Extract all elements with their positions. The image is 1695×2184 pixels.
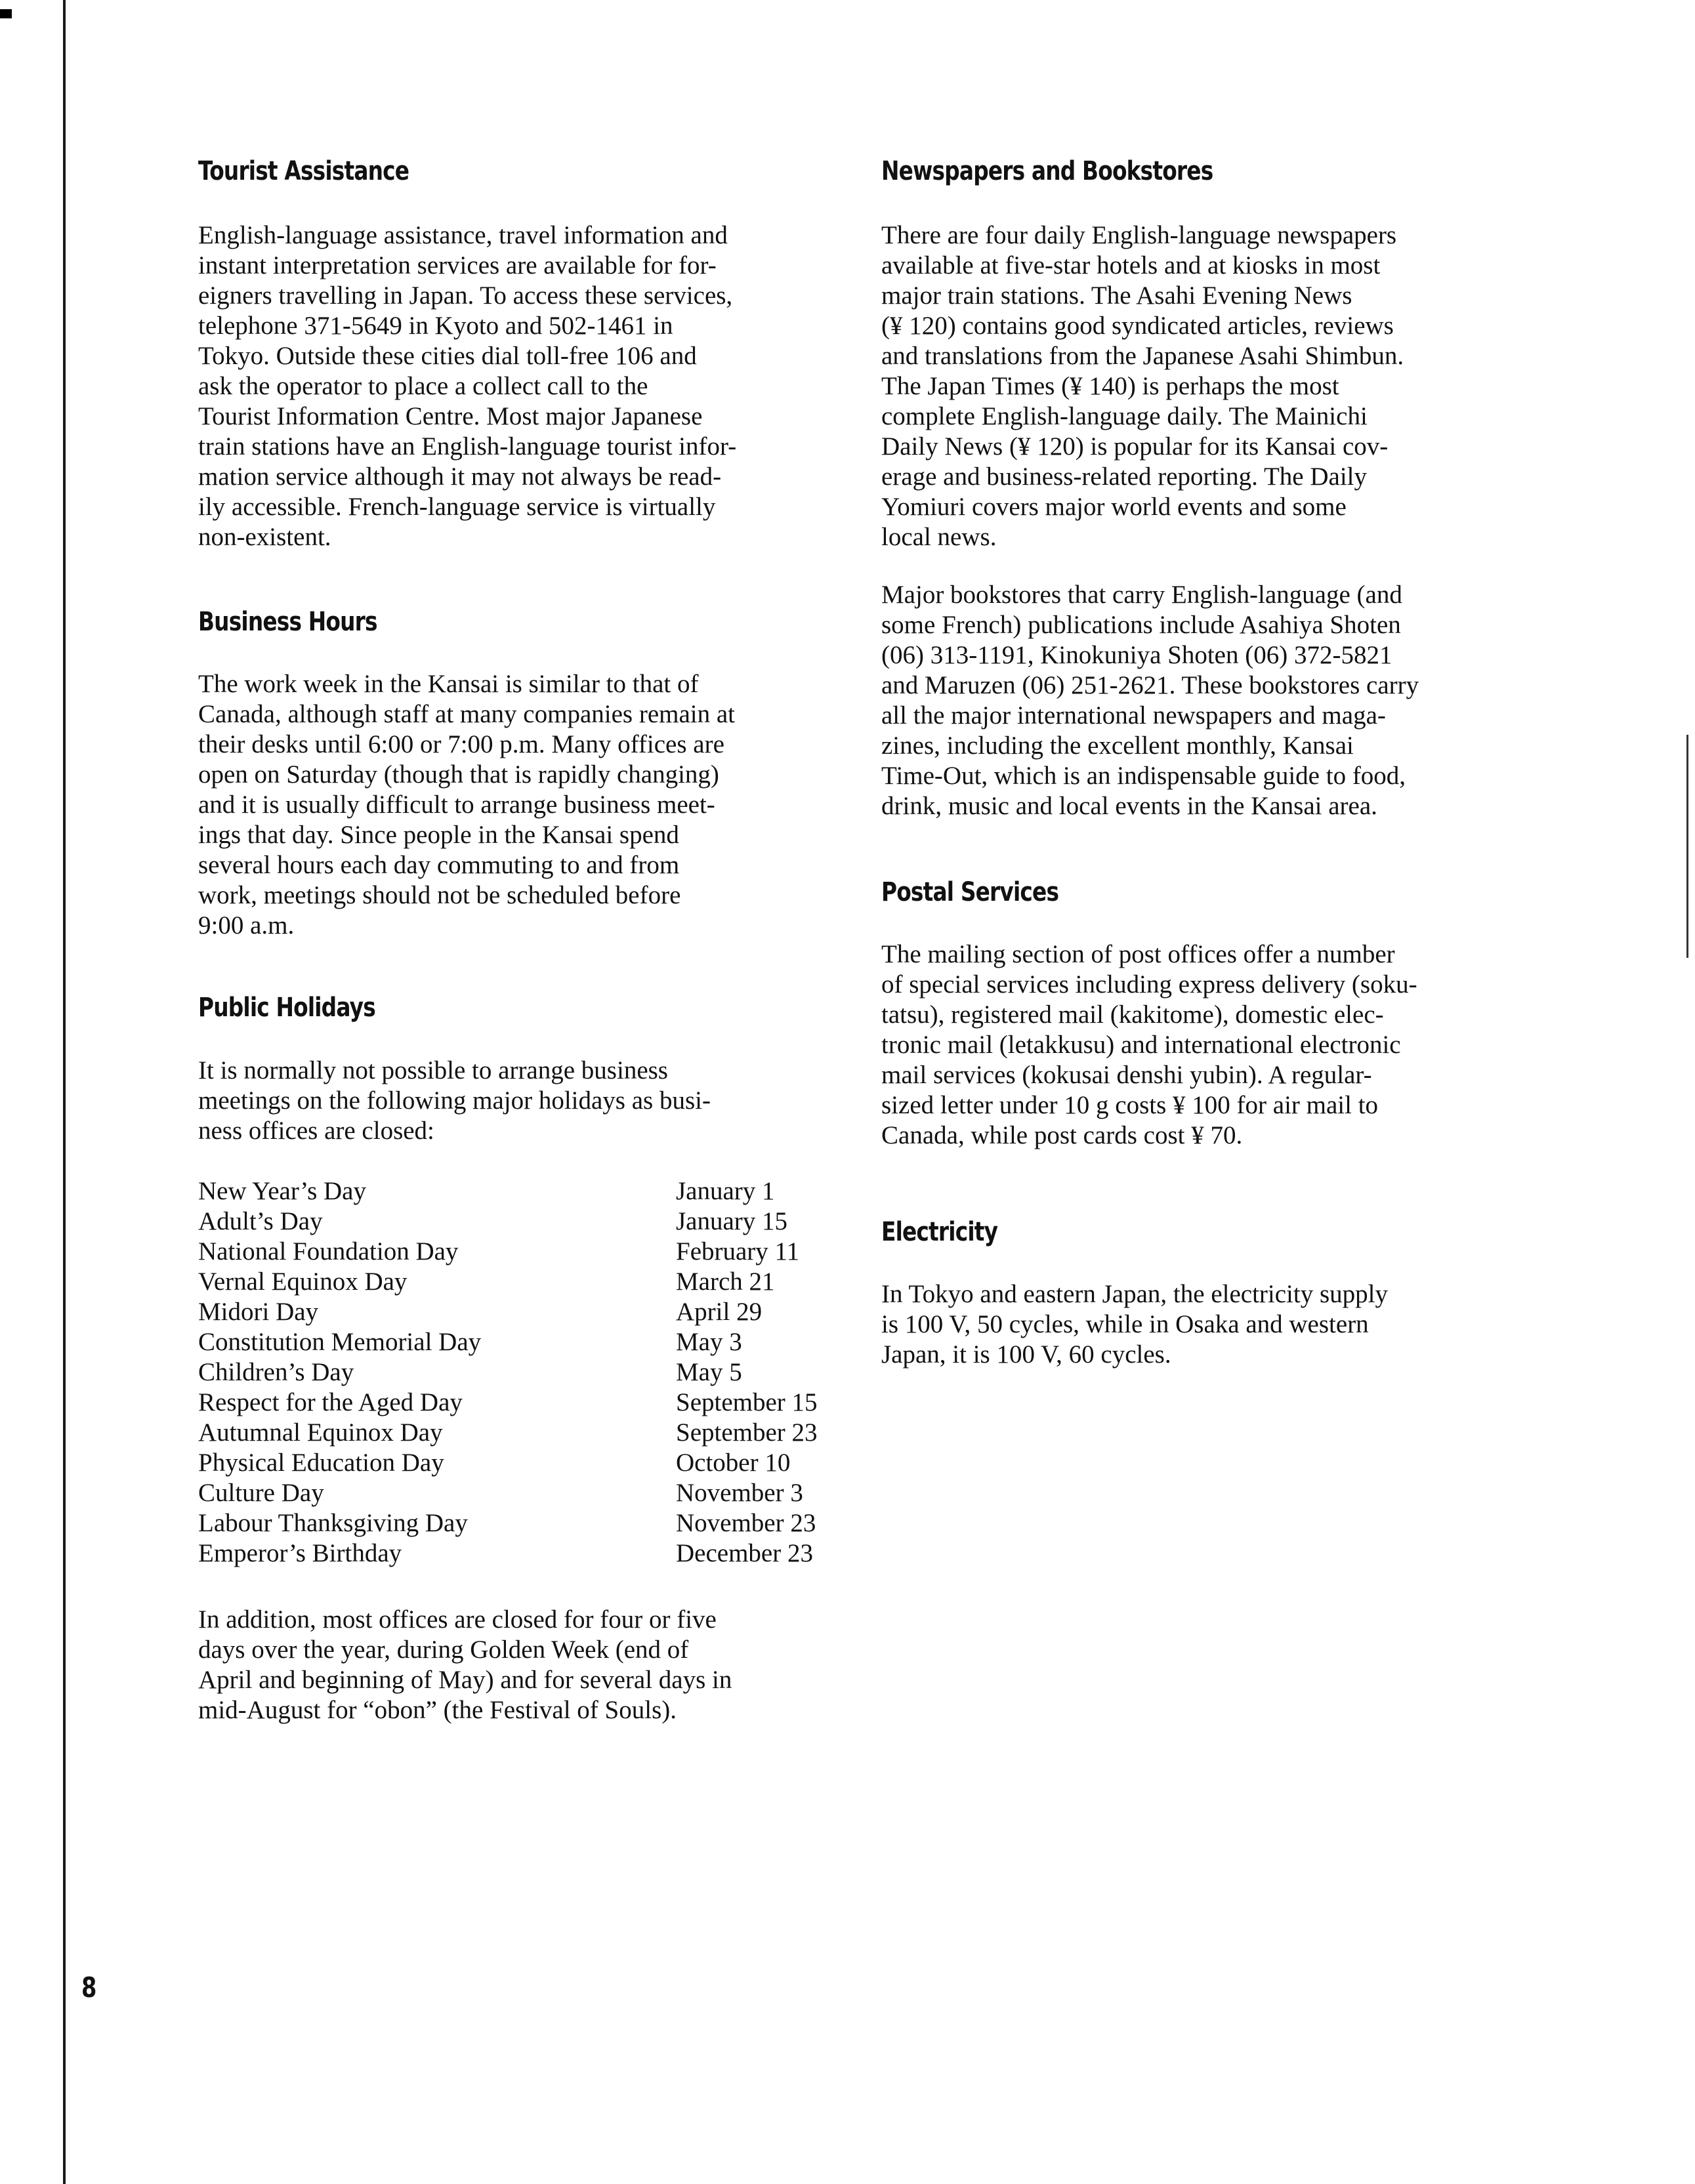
holiday-row [198,1388,861,1418]
holiday-list [198,1176,861,1569]
holiday-date: May 5 [676,1358,742,1386]
holiday-date: April 29 [676,1298,763,1326]
holiday-row [198,1357,861,1388]
holiday-name: Autumnal Equinox Day [198,1418,443,1447]
holiday-date: September 15 [676,1388,818,1416]
tourist-assistance-text: English-language assistance, travel information and instant interpretation services are available for for- eigners travelling in Japan. To access these services, telephone 371-5649 in Kyoto and 502-1461 in Tokyo. Outside these cities dial toll-free 106 and ask the operator to place a collect call to the Tourist Information Centre. Most major Japanese train stations have an English-language tourist infor- mation service although it may not always be read- ily accessible. French-language service is virtually non-existent. [198,221,737,551]
holiday-date: January 1 [676,1177,775,1205]
holiday-date: October 10 [676,1449,791,1477]
holiday-name: Respect for the Aged Day [198,1388,463,1416]
holiday-row [198,1508,861,1538]
heading-tourist-assistance: Tourist Assistance [198,156,409,186]
holiday-name: New Year’s Day [198,1177,366,1205]
holiday-row [198,1478,861,1508]
public-holidays-intro: It is normally not possible to arrange business meetings on the following major holidays as busi- ness offices are closed: [198,1056,711,1145]
heading-postal-services: Postal Services [881,877,1059,907]
holiday-row [198,1237,861,1267]
holiday-name: Constitution Memorial Day [198,1328,482,1356]
holiday-row [198,1418,861,1448]
holiday-name: Culture Day [198,1479,324,1507]
holiday-date: November 3 [676,1479,803,1507]
holiday-date: May 3 [676,1328,742,1356]
holiday-name: Emperor’s Birthday [198,1539,402,1567]
holiday-name: Vernal Equinox Day [198,1267,408,1296]
holiday-date: January 15 [676,1207,788,1235]
holiday-date: November 23 [676,1509,816,1537]
holiday-row [198,1327,861,1357]
page-number: 8 [81,1971,97,2004]
holiday-date: December 23 [676,1539,813,1567]
holiday-name: Children’s Day [198,1358,354,1386]
holiday-row [198,1448,861,1478]
holiday-date: September 23 [676,1418,818,1447]
holiday-name: Adult’s Day [198,1207,323,1235]
postal-services-text: The mailing section of post offices offer a number of special services including express delivery (soku- tatsu), registered mail (kakitome), domestic elec- tronic mail (letakkusu) and international electronic mail services (kokusai denshi yubin). A regular- sized letter under 10 g costs ¥ 100 for air mail to Canada, while post cards cost ¥ 70. [881,940,1417,1149]
heading-electricity: Electricity [881,1217,998,1247]
holiday-row [198,1538,861,1569]
holiday-name: National Foundation Day [198,1237,459,1266]
holiday-name: Labour Thanksgiving Day [198,1509,468,1537]
holiday-row [198,1267,861,1297]
heading-public-holidays: Public Holidays [198,993,375,1023]
holiday-date: February 11 [676,1237,800,1266]
heading-business-hours: Business Hours [198,607,377,637]
holiday-row [198,1206,861,1237]
business-hours-text: The work week in the Kansai is similar to that of Canada, although staff at many companies remain at their desks until 6:00 or 7:00 p.m. Many offices are open on Saturday (though that is rapidly changing) and it is usually difficult to arrange business meet- ings that day. Since people in the Kansai spend several hours each day commuting to and from work, meetings should not be scheduled before 9:00 a.m. [198,670,736,939]
holiday-name: Physical Education Day [198,1449,444,1477]
public-holidays-outro: In addition, most offices are closed for four or five days over the year, during Golden Week (end of April and beginning of May) and for several days in mid-August for “obon” (the Festival of Souls). [198,1605,732,1724]
heading-newspapers-bookstores: Newspapers and Bookstores [881,156,1213,186]
scan-edge-mark [1686,735,1688,958]
holiday-row [198,1297,861,1327]
holiday-name: Midori Day [198,1298,319,1326]
holiday-date: March 21 [676,1267,775,1296]
scan-corner-mark [0,9,12,18]
holiday-row [198,1176,861,1206]
newspapers-text: There are four daily English-language newspapers available at five-star hotels and at kiosks in most major train stations. The Asahi Evening News (¥ 120) contains good syndicated articles, reviews and translations from the Japanese Asahi Shimbun. The Japan Times (¥ 140) is perhaps the most complete English-language daily. The Mainichi Daily News (¥ 120) is popular for its Kansai cov- erage and business-related reporting. The Daily Yomiuri covers major world events and some local news. [881,221,1404,551]
electricity-text: In Tokyo and eastern Japan, the electricity supply is 100 V, 50 cycles, while in Osaka and western Japan, it is 100 V, 60 cycles. [881,1280,1388,1369]
binding-rule [63,0,66,2184]
bookstores-text: Major bookstores that carry English-language (and some French) publications include Asahiya Shoten (06) 313-1191, Kinokuniya Shoten (06) 372-5821 and Maruzen (06) 251-2621. These bookstores carry all the major international newspapers and maga- zines, including the excellent monthly, Kansai Time-Out, which is an indispensable guide to food, drink, music and local events in the Kansai area. [881,581,1419,820]
